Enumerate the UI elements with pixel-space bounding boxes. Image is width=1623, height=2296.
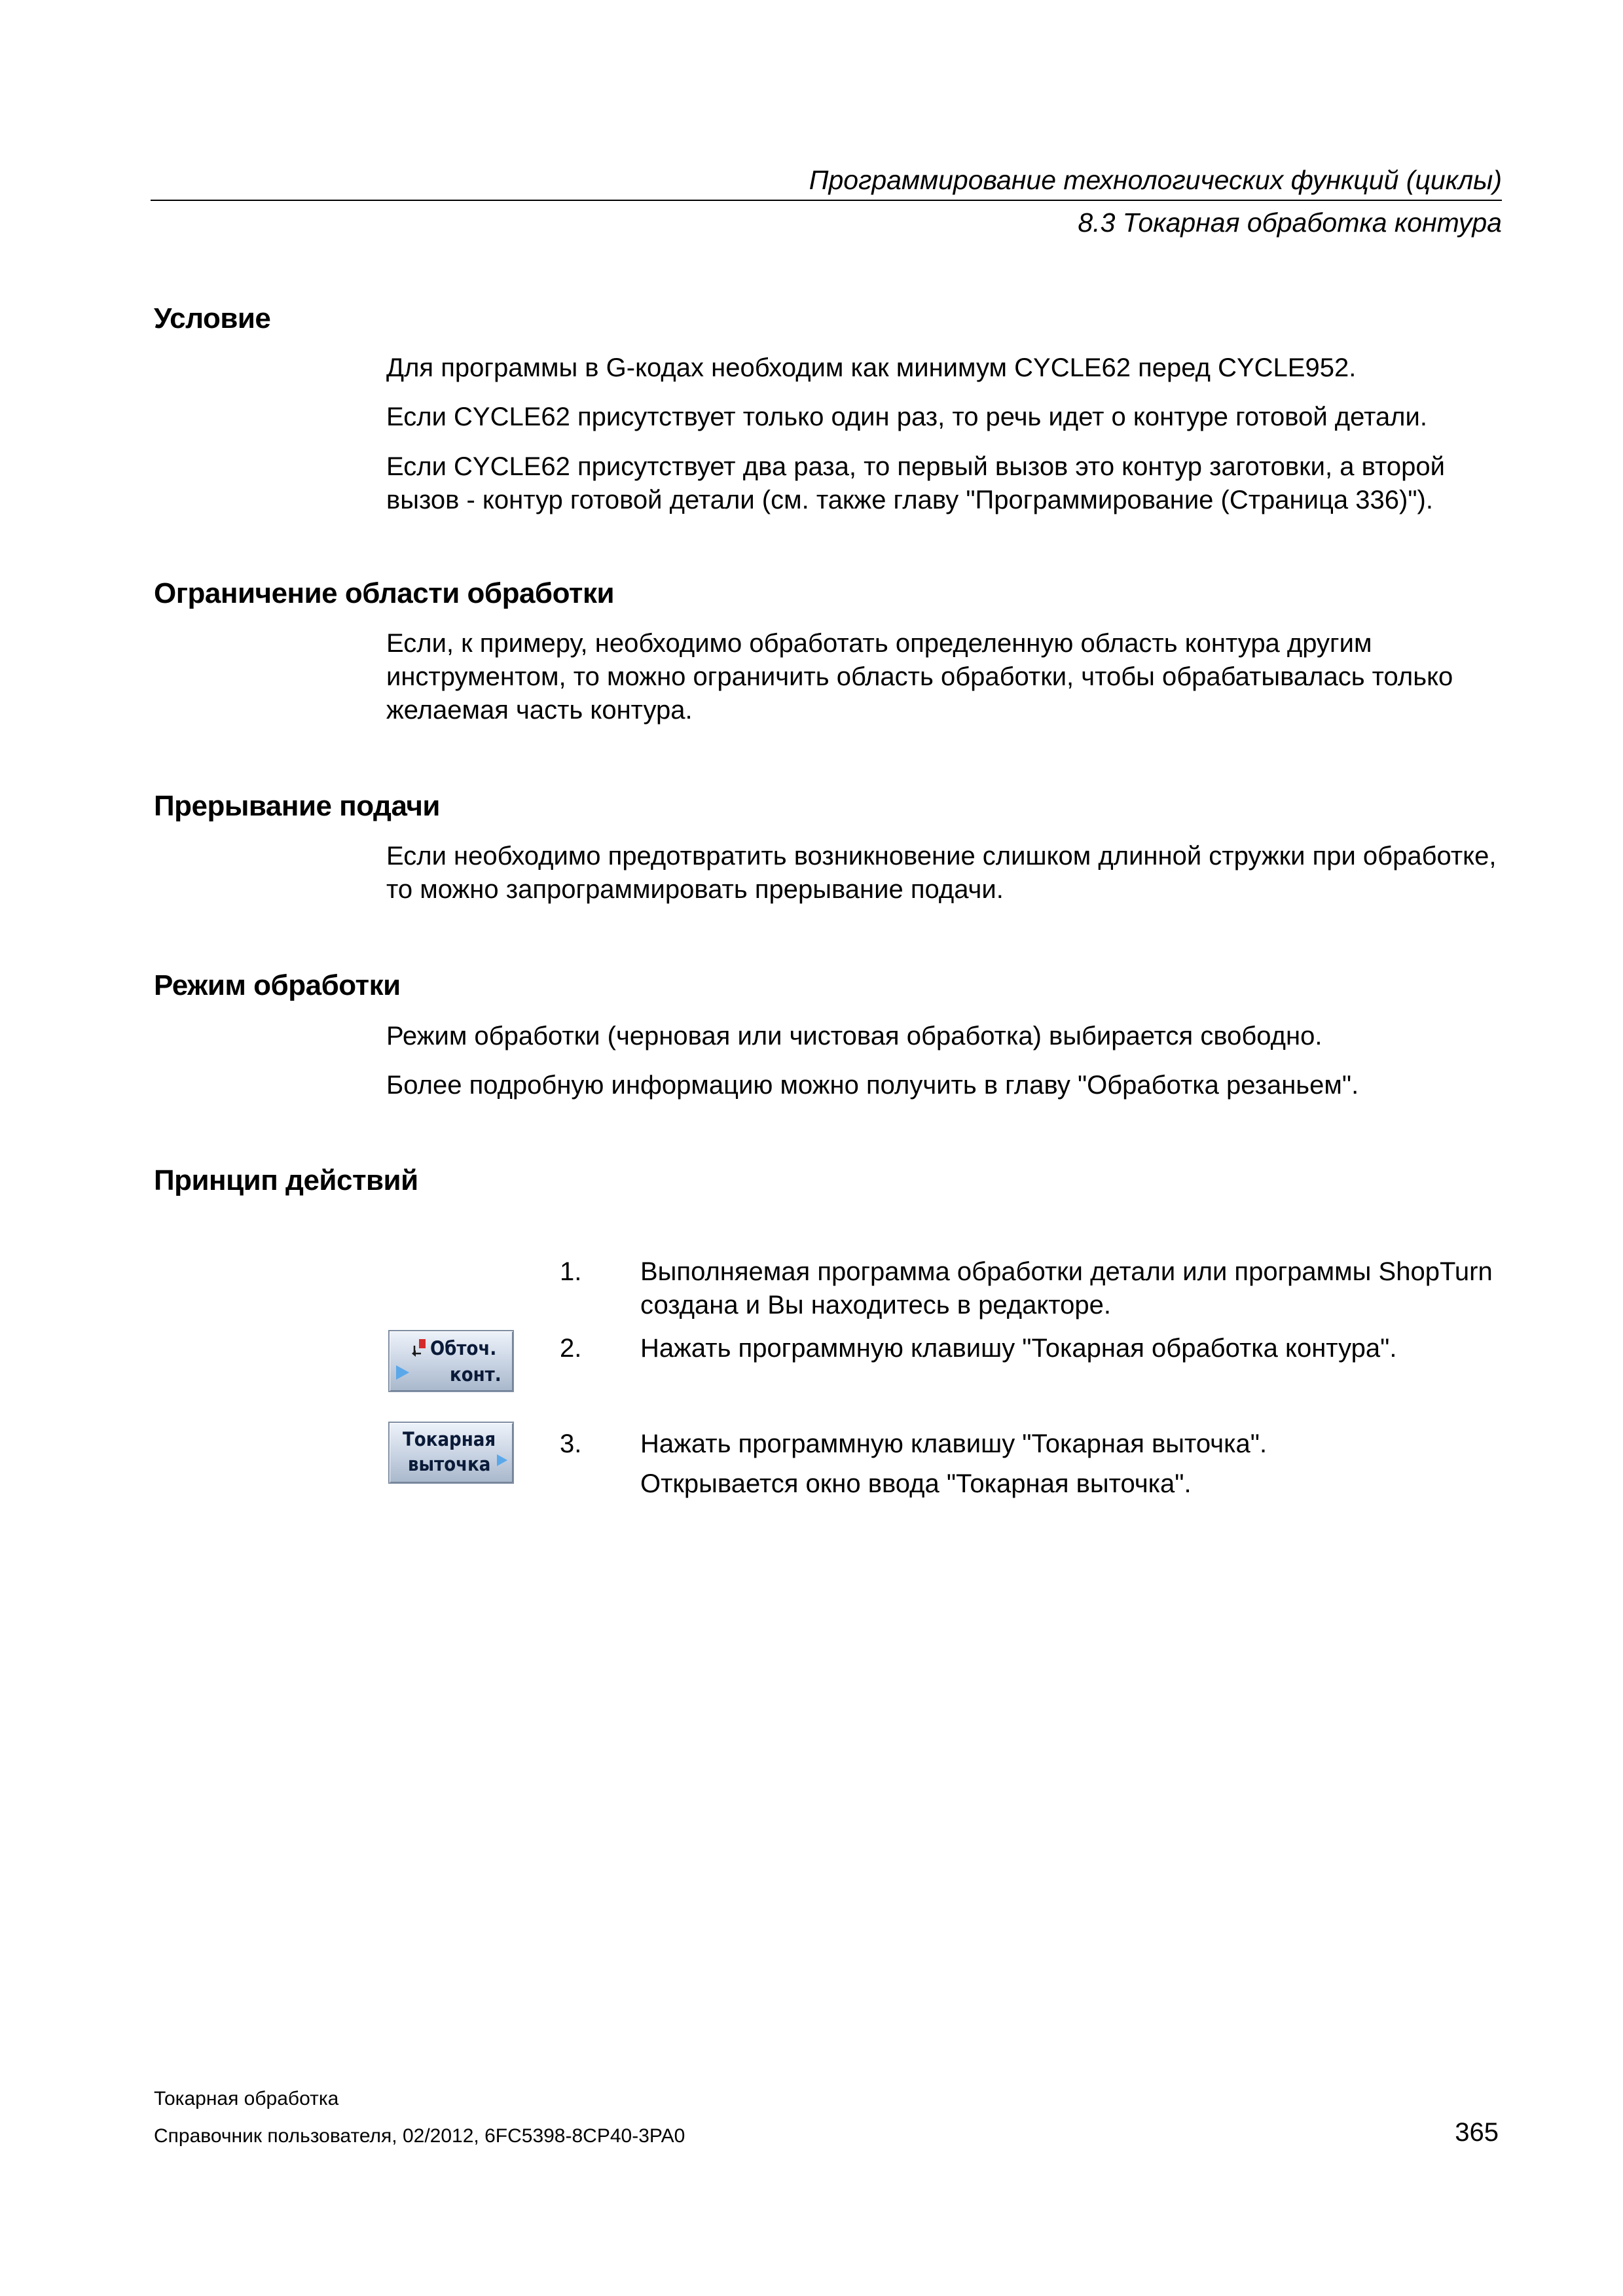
softkey-label-line2: конт. <box>450 1363 501 1386</box>
step-number: 2. <box>560 1334 582 1363</box>
page-number: 365 <box>1455 2118 1499 2147</box>
step-number: 3. <box>560 1429 582 1458</box>
paragraph: Если CYCLE62 присутствует только один раз, то речь идет о контуре готовой детали. <box>386 403 1427 431</box>
paragraph: Для программы в G-кодах необходим как минимум CYCLE62 перед CYCLE952. <box>386 353 1357 382</box>
step-text: Нажать программную клавишу "Токарная обработка контура". <box>640 1334 1397 1363</box>
heading-machining-mode: Режим обработки <box>154 969 401 1001</box>
arrow-right-icon <box>497 1454 507 1466</box>
softkey-label-line1: Обточ. <box>430 1337 497 1359</box>
footer-manual-info: Справочник пользователя, 02/2012, 6FC5398-8CP40-3PA0 <box>154 2125 685 2147</box>
heading-feed-interruption: Прерывание подачи <box>154 790 440 822</box>
paragraph: Более подробную информацию можно получить в главу "Обработка резаньем". <box>386 1071 1359 1100</box>
paragraph: Если CYCLE62 присутствует два раза, то первый вызов это контур заготовки, а второй вызов - контур готовой детали (см. также главу "Программирование (Страница 336)"). <box>386 452 1445 514</box>
arrow-right-icon <box>396 1365 409 1380</box>
step-text: Нажать программную клавишу "Токарная выточка". <box>640 1429 1267 1458</box>
running-header-chapter: Программирование технологических функций (циклы) <box>809 165 1502 195</box>
tool-arrow-icon <box>412 1338 426 1357</box>
softkey-label-line1: Токарная <box>403 1428 496 1450</box>
paragraph: Режим обработки (черновая или чистовая обработка) выбирается свободно. <box>386 1022 1322 1050</box>
step-text: Выполняемая программа обработки детали или программы ShopTurn создана и Вы находитесь в редакторе. <box>640 1257 1493 1319</box>
step-number: 1. <box>560 1257 582 1286</box>
step-result: Открывается окно ввода "Токарная выточка". <box>640 1469 1192 1498</box>
softkey-label-line2: выточка <box>408 1453 491 1475</box>
paragraph: Если, к примеру, необходимо обработать определенную область контура другим инструментом, то можно ограничить область обработки, чтобы обрабатывалась только желаемая часть контура. <box>386 629 1453 725</box>
footer-document-title: Токарная обработка <box>154 2088 339 2109</box>
heading-condition: Условие <box>154 302 271 334</box>
softkey-turning-groove-button[interactable] <box>388 1422 514 1484</box>
heading-procedure: Принцип действий <box>154 1164 418 1196</box>
paragraph: Если необходимо предотвратить возникновение слишком длинной стружки при обработке, то можно запрограммировать прерывание подачи. <box>386 842 1497 904</box>
softkey-contour-turning-button[interactable] <box>388 1330 514 1392</box>
running-header-section: 8.3 Токарная обработка контура <box>1078 207 1502 238</box>
heading-machining-area-limit: Ограничение области обработки <box>154 577 615 609</box>
header-rule <box>151 200 1502 201</box>
